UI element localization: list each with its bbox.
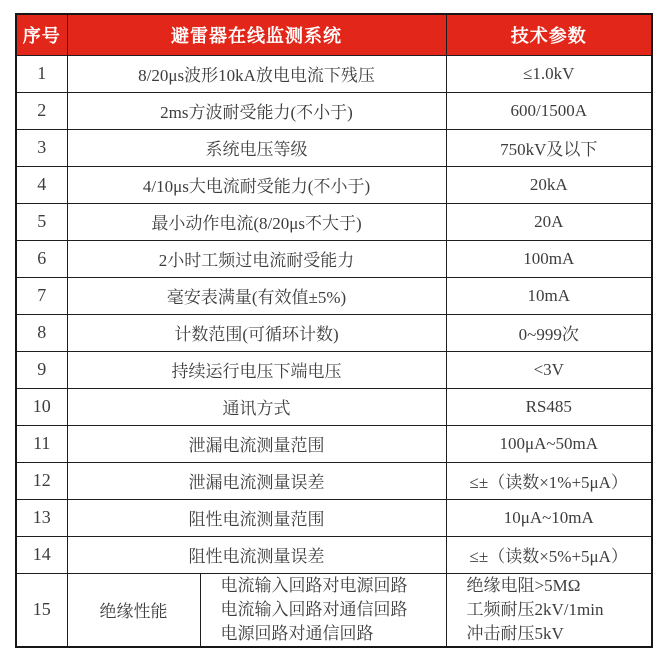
row-name: 阻性电流测量范围 <box>67 499 446 536</box>
table-row <box>16 388 652 425</box>
row-no: 10 <box>16 388 67 425</box>
row-param: 100mA <box>446 240 652 277</box>
row-name: 计数范围(可循环计数) <box>67 314 446 351</box>
row-param: RS485 <box>446 388 652 425</box>
row-name: 毫安表满量(有效值±5%) <box>67 277 446 314</box>
row-param: 750kV及以下 <box>446 129 652 166</box>
table-row <box>16 499 652 536</box>
row-no: 11 <box>16 425 67 462</box>
row-no: 15 <box>16 573 67 647</box>
table-row <box>16 314 652 351</box>
header-col-no: 序号 <box>16 14 67 55</box>
table-row <box>16 92 652 129</box>
row-insulation-params <box>446 573 652 647</box>
insulation-param-line: 冲击耐压5kV <box>466 623 564 643</box>
row-param: 0~999次 <box>446 314 652 351</box>
row-name: 2小时工频过电流耐受能力 <box>67 240 446 277</box>
row-param: 10μA~10mA <box>446 499 652 536</box>
table-row <box>16 129 652 166</box>
insulation-param-line: 绝缘电阻>5MΩ <box>466 575 581 595</box>
row-no: 7 <box>16 277 67 314</box>
row-no: 14 <box>16 536 67 573</box>
table-row <box>16 277 652 314</box>
header-col-system: 避雷器在线监测系统 <box>67 14 446 55</box>
row-name: 泄漏电流测量范围 <box>67 425 446 462</box>
row-insulation-details <box>200 573 446 647</box>
row-name: 最小动作电流(8/20μs不大于) <box>67 203 446 240</box>
row-param: ≤1.0kV <box>446 55 652 92</box>
table-row-insulation <box>16 573 652 647</box>
table-row <box>16 166 652 203</box>
row-no: 3 <box>16 129 67 166</box>
row-name: 通讯方式 <box>67 388 446 425</box>
row-param: 100μA~50mA <box>446 425 652 462</box>
row-no: 1 <box>16 55 67 92</box>
row-param: <3V <box>446 351 652 388</box>
row-no: 6 <box>16 240 67 277</box>
row-param: 20kA <box>446 166 652 203</box>
row-param: 10mA <box>446 277 652 314</box>
header-row <box>16 14 652 55</box>
row-no: 4 <box>16 166 67 203</box>
row-no: 13 <box>16 499 67 536</box>
row-name: 系统电压等级 <box>67 129 446 166</box>
table-row <box>16 55 652 92</box>
table-row <box>16 240 652 277</box>
table-row <box>16 351 652 388</box>
row-no: 12 <box>16 462 67 499</box>
insulation-detail-line: 电源回路对通信回路 <box>220 623 374 643</box>
insulation-detail-line: 电流输入回路对电源回路 <box>220 575 408 595</box>
row-no: 9 <box>16 351 67 388</box>
row-param: ≤±（读数×5%+5μA） <box>446 536 652 573</box>
insulation-param-line: 工频耐压2kV/1min <box>466 599 604 619</box>
row-name: 绝缘性能 <box>67 573 200 647</box>
row-name: 泄漏电流测量误差 <box>67 462 446 499</box>
row-name: 8/20μs波形10kA放电电流下残压 <box>67 55 446 92</box>
row-name: 持续运行电压下端电压 <box>67 351 446 388</box>
row-param: 20A <box>446 203 652 240</box>
table-row <box>16 425 652 462</box>
row-no: 5 <box>16 203 67 240</box>
table-row <box>16 203 652 240</box>
spec-table <box>15 13 653 648</box>
row-no: 8 <box>16 314 67 351</box>
row-name: 4/10μs大电流耐受能力(不小于) <box>67 166 446 203</box>
table-row <box>16 536 652 573</box>
row-name: 2ms方波耐受能力(不小于) <box>67 92 446 129</box>
row-param: ≤±（读数×1%+5μA） <box>446 462 652 499</box>
row-no: 2 <box>16 92 67 129</box>
table-row <box>16 462 652 499</box>
row-name: 阻性电流测量误差 <box>67 536 446 573</box>
row-param: 600/1500A <box>446 92 652 129</box>
header-col-param: 技术参数 <box>446 14 652 55</box>
insulation-detail-line: 电流输入回路对通信回路 <box>220 599 408 619</box>
